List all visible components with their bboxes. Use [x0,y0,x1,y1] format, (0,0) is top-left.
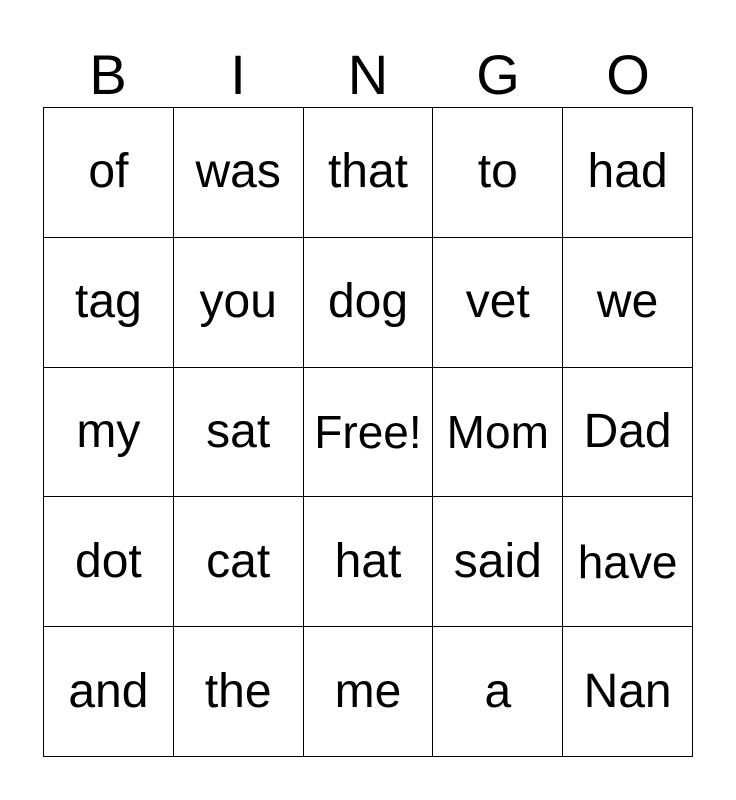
bingo-header [43,44,693,106]
bingo-cell[interactable]: Nan [563,627,693,757]
bingo-cell[interactable]: a [433,627,563,757]
bingo-cell[interactable]: said [433,497,563,627]
header-letter-n: N [347,43,389,106]
header-letter-i: I [230,43,246,106]
bingo-cell[interactable]: the [174,627,304,757]
header-letter-g: G [476,43,520,106]
bingo-cell[interactable]: you [174,238,304,368]
bingo-cell[interactable]: and [44,627,174,757]
bingo-cell[interactable]: tag [44,238,174,368]
free-space-cell[interactable]: Free! [304,368,434,498]
bingo-cell[interactable]: cat [174,497,304,627]
bingo-cell[interactable]: of [44,108,174,238]
bingo-cell[interactable]: we [563,238,693,368]
bingo-cell[interactable]: vet [433,238,563,368]
bingo-cell[interactable]: had [563,108,693,238]
bingo-card-grid [43,107,693,757]
bingo-cell[interactable]: was [174,108,304,238]
bingo-cell[interactable]: have [563,497,693,627]
bingo-cell[interactable]: hat [304,497,434,627]
header-letter-b: B [89,43,127,106]
bingo-cell[interactable]: me [304,627,434,757]
bingo-cell[interactable]: sat [174,368,304,498]
header-letter-o: O [606,43,650,106]
bingo-cell[interactable]: my [44,368,174,498]
bingo-cell[interactable]: that [304,108,434,238]
bingo-cell[interactable]: Dad [563,368,693,498]
bingo-cell[interactable]: dot [44,497,174,627]
bingo-cell[interactable]: to [433,108,563,238]
bingo-cell[interactable]: dog [304,238,434,368]
bingo-cell[interactable]: Mom [433,368,563,498]
